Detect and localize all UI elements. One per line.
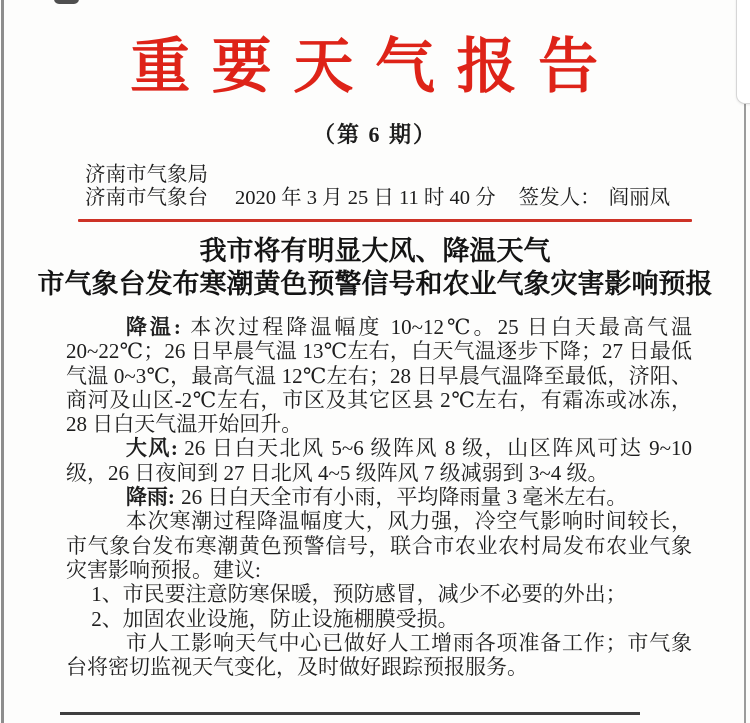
suggestion-item-1	[66, 582, 692, 606]
paragraph-wind	[66, 436, 692, 485]
agency-block	[85, 164, 750, 209]
page-right-edge-line	[744, 0, 746, 723]
paragraph-label: 大风:	[125, 436, 178, 461]
paragraph-cooling	[66, 315, 692, 436]
paragraph-text: 本次过程降温幅度 10~12℃。25 日白天最高气温 20~22℃；26 日早晨气温 13℃左右，白天气温逐步下降；27 日最低气温 0~3℃，最高气温 12℃左右；28 日早晨气温降至最低，济阳、商河及山区-2℃左右，市区及其它区县 2℃左右，有霜冻或冰冻，28 日白天气温开始回升。	[66, 315, 692, 437]
subject-line1: 我市将有明显大风、降温天气	[199, 236, 551, 266]
page-left-edge-line	[1, 0, 4, 723]
report-title: 重要天气报告	[130, 34, 620, 100]
top-handle-pill	[54, 0, 79, 4]
issue-number: （第 6 期）	[312, 122, 437, 147]
paragraph-text: 市人工影响天气中心已做好人工增雨各项准备工作；市气象台将密切监视天气变化，及时做好跟踪预报服务。	[66, 630, 692, 680]
paragraph-text: 1、市民要注意防寒保暖，预防感冒，减少不必要的外出；	[91, 582, 627, 607]
subject-line2: 市气象台发布寒潮黄色预警信号和农业气象灾害影响预报	[37, 269, 713, 299]
agency-name-line1: 济南市气象局	[85, 164, 208, 186]
paragraph-label: 降温:	[125, 315, 181, 339]
paragraph-summary	[66, 509, 692, 582]
paragraph-text: 26 日白天北风 5~6 级阵风 8 级，山区阵风可达 9~10 级，26 日夜间到 27 日北风 4~5 级阵风 7 级减弱到 3~4 级。	[66, 436, 692, 485]
red-divider-line	[78, 219, 692, 222]
signer-name: 阎丽凤	[608, 186, 671, 209]
paragraph-closing	[66, 631, 692, 680]
paragraph-text: 本次寒潮过程降温幅度大，风力强，冷空气影响时间较长，市气象台发布寒潮黄色预警信号，联合市农业农村局发布农业气象灾害影响预报。建议:	[66, 509, 692, 582]
scrollbar-thumb[interactable]	[736, 0, 750, 104]
subject-heading	[0, 235, 750, 301]
issue-datetime: 2020 年 3 月 25 日 11 时 40 分	[235, 186, 496, 209]
paragraph-text: 2、加固农业设施，防止设施棚膜受损。	[91, 606, 459, 631]
suggestion-item-2	[66, 607, 692, 631]
paragraph-label: 降雨:	[125, 485, 175, 510]
agency-name-line2	[85, 187, 750, 210]
agency-name: 济南市气象台	[85, 186, 208, 209]
paragraph-text: 26 日白天全市有小雨，平均降雨量 3 毫米左右。	[181, 485, 628, 510]
report-body	[0, 315, 750, 679]
paragraph-rain	[66, 485, 692, 509]
signer-label: 签发人：	[518, 186, 601, 209]
bottom-border-line	[60, 712, 640, 715]
